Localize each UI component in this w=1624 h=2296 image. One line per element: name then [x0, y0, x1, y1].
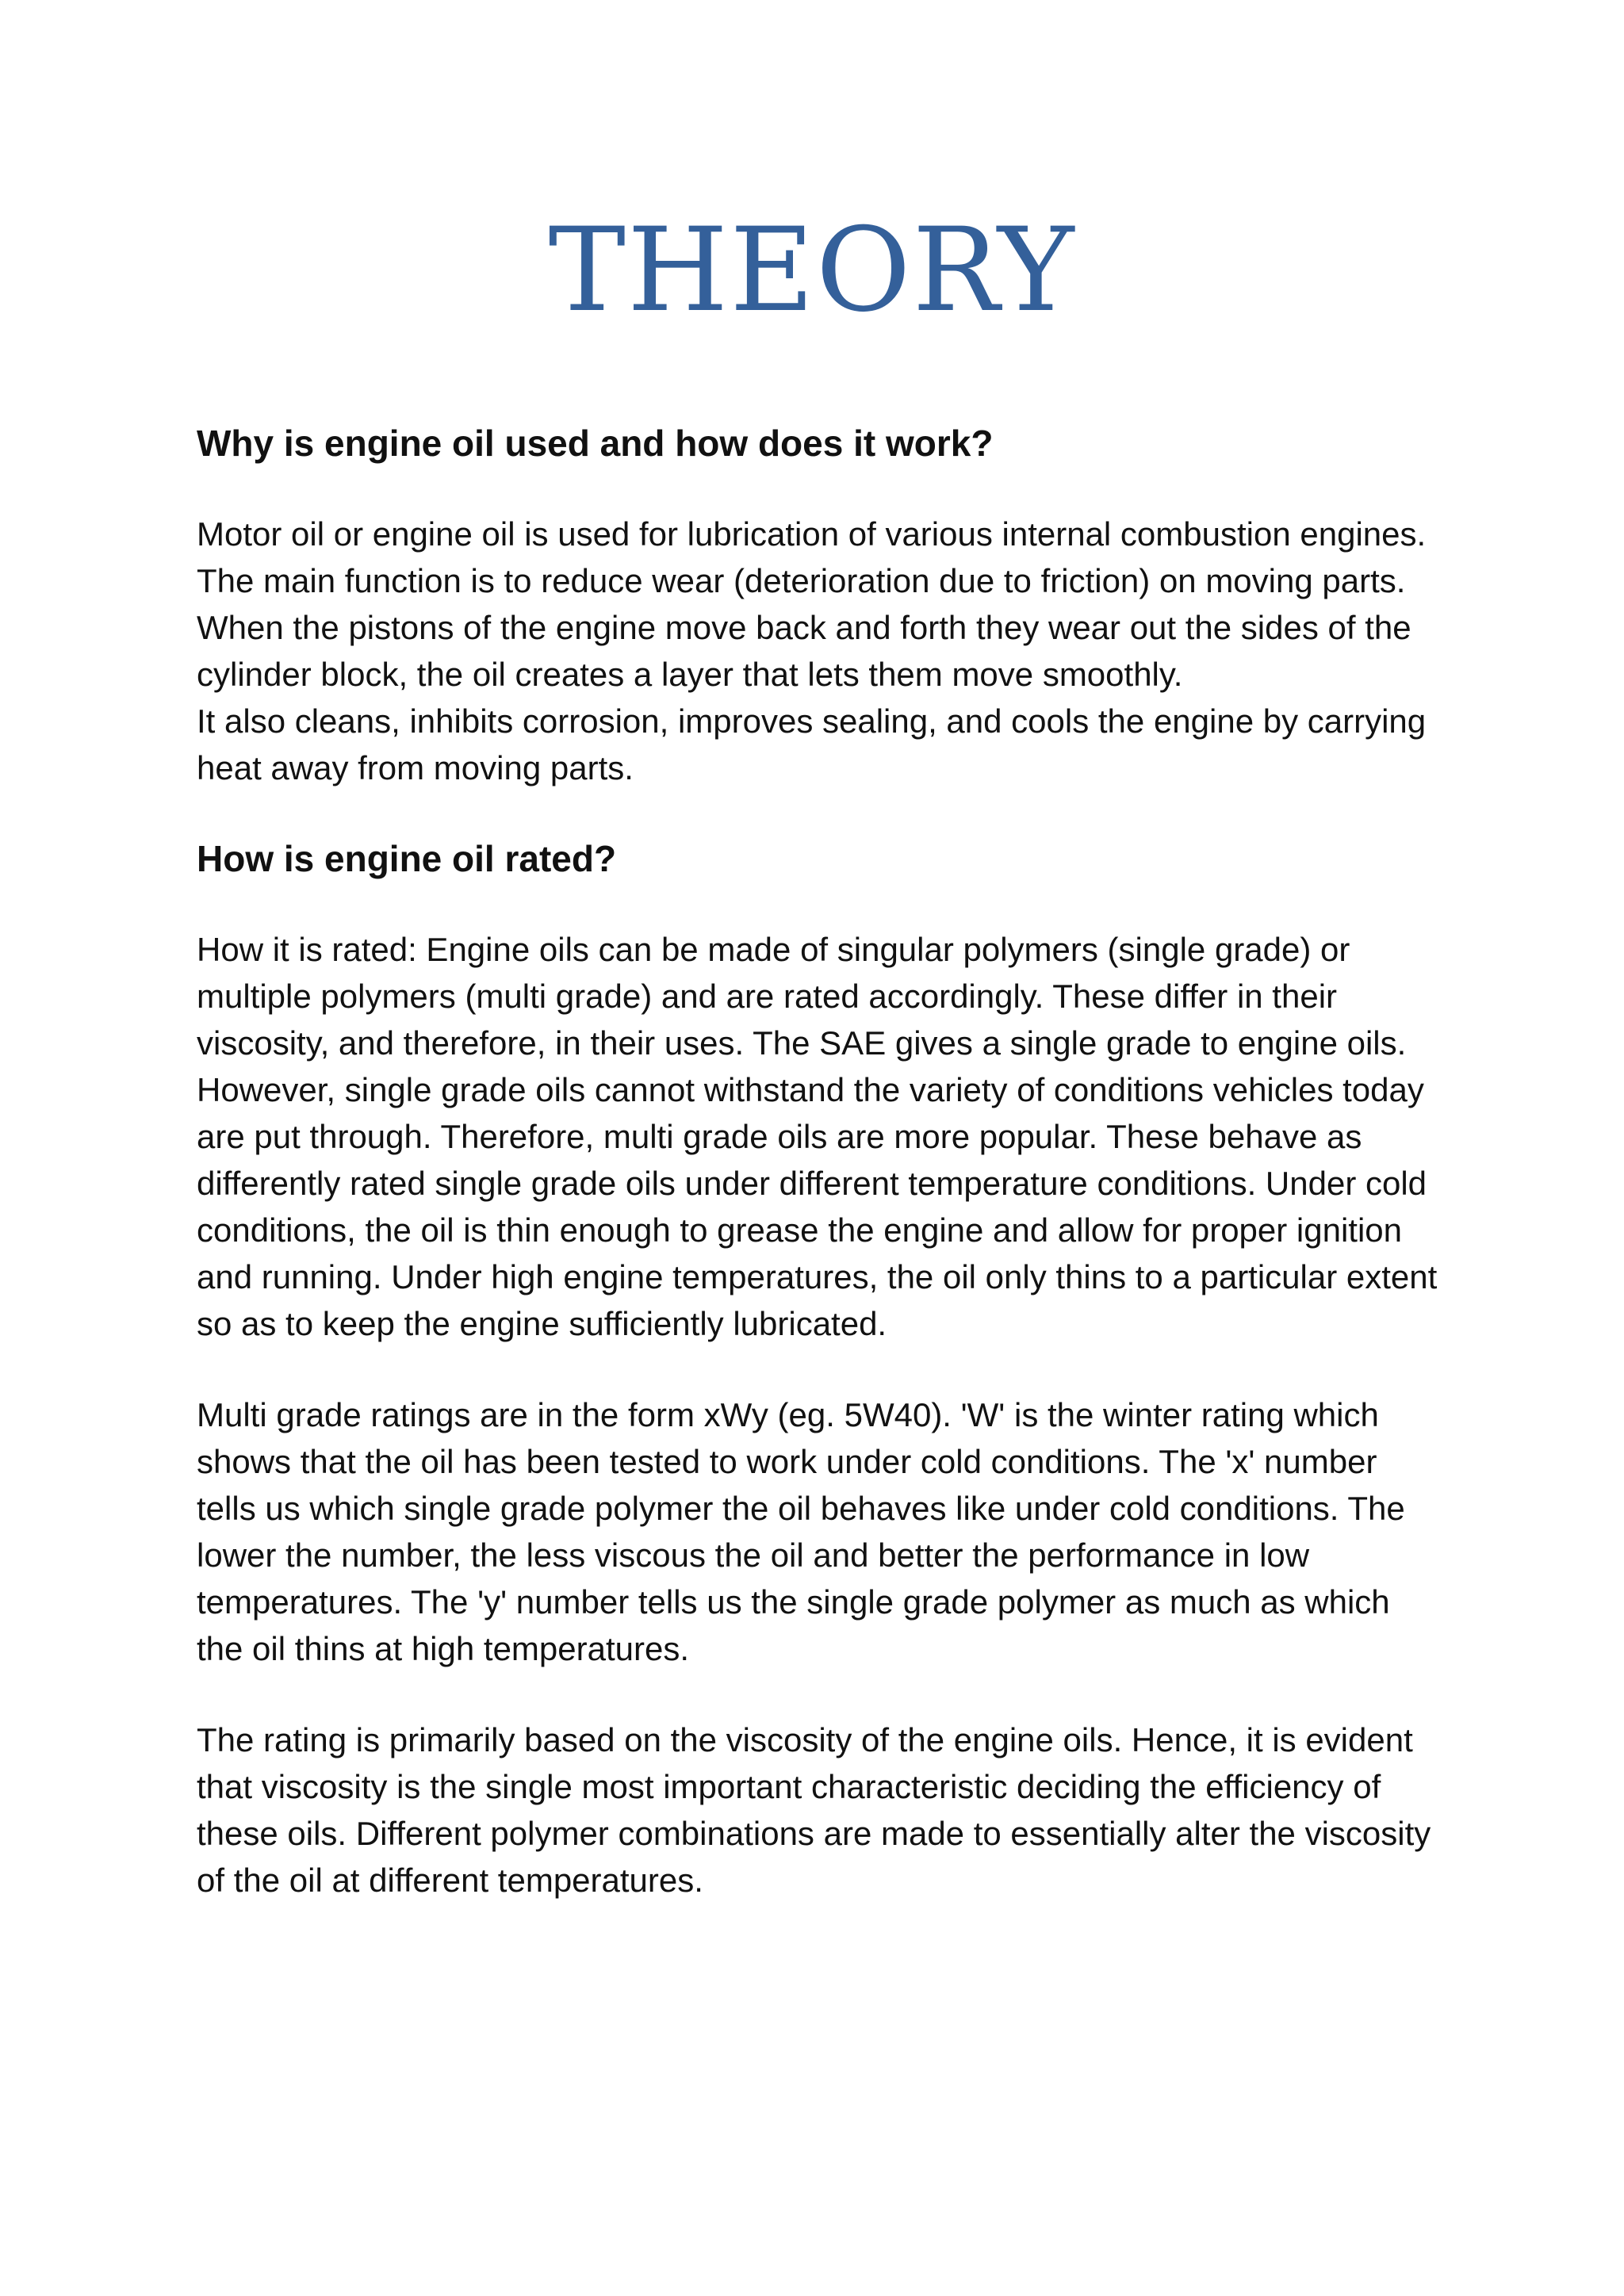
paragraph-viscosity: The rating is primarily based on the viscosity of the engine oils. Hence, it is evident that viscosity is the single most important characteristic deciding the efficiency of these oils. Different polymer combinations are made to essentially alter the viscosity of the oil at different temperatures. [197, 1721, 1431, 1899]
paragraph-multi-grade: Multi grade ratings are in the form xWy (eg. 5W40). 'W' is the winter rating which shows that the oil has been tested to work under cold conditions. The 'x' number tells us which single grade polymer the oil behaves like under cold conditions. The lower the number, the less viscous the oil and better the performance in low temperatures. The 'y' number tells us the single grade polymer as much as which the oil thins at high temperatures. [197, 1396, 1405, 1667]
section-heading-oil-rating: How is engine oil rated? [197, 838, 617, 879]
paragraph-how-rated: How it is rated: Engine oils can be made of singular polymers (single grade) or multiple polymers (multi grade) and are rated accordingly. These differ in their viscosity, and therefore, in their uses. The SAE gives a single grade to engine oils. However, single grade oils cannot withstand the variety of conditions vehicles today are put through. Therefore, multi grade oils are more popular. These behave as differently rated single grade oils under different temperature conditions. Under cold conditions, the oil is thin enough to grease the engine and allow for proper ignition and running. Under high engine temperatures, the oil only thins to a particular extent so as to keep the engine sufficiently lubricated. [197, 931, 1438, 1342]
paragraph-main-function: The main function is to reduce wear (deterioration due to friction) on moving parts. When the pistons of the engine move back and forth they wear out the sides of the cylinder block, the oil creates a layer that lets them move smoothly. [197, 562, 1411, 693]
page-title: THEORY [548, 203, 1076, 338]
paragraph-lubrication: Motor oil or engine oil is used for lubrication of various internal combustion engines. [197, 515, 1427, 553]
paragraph-also-cleans: It also cleans, inhibits corrosion, improves sealing, and cools the engine by carrying heat away from moving parts. [197, 702, 1427, 786]
section-heading-why-oil: Why is engine oil used and how does it work? [197, 423, 994, 464]
document-body [197, 420, 1442, 1904]
